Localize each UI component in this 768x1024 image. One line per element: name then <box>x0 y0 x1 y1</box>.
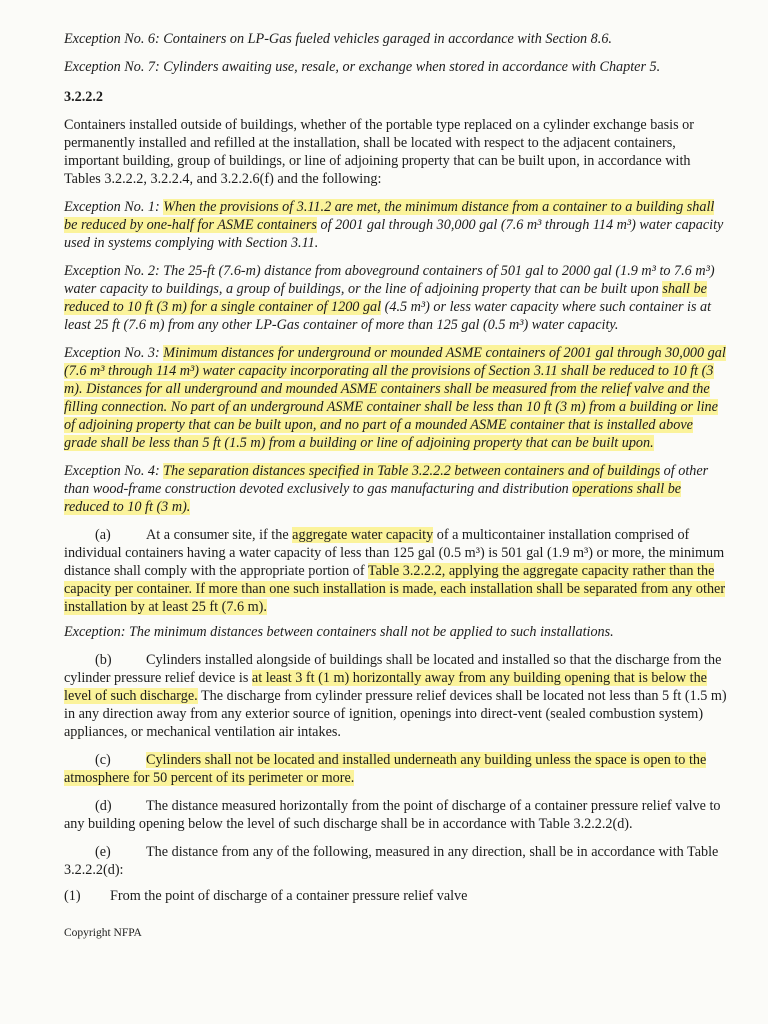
section-intro: Containers installed outside of buildings, whether of the portable type replaced on a cylinder exchange basis or permanently installed and refilled at the installation, shall be located with respect to the adjacent containers, important building, group of buildings, or line of adjoining property that can be built upon, in accordance with Tables 3.2.2.2, 3.2.2.4, and 3.2.2.6(f) and the following: <box>64 117 694 187</box>
exception-label: Exception No. 1: <box>64 199 160 215</box>
paragraph-label: (a) <box>95 527 111 543</box>
paragraph-text: of a multicontainer installation comprised of individual containers having a water capacity of less than 125 gal (0.5 m³) is 501 gal (1.9 m³) or more, the minimum distance shall comply with the appropriate portion of <box>64 527 725 579</box>
highlighted-text: When the provisions of 3.11.2 are met, the minimum distance from a container to a building shall be reduced by one-half for ASME containers <box>64 199 715 233</box>
exception-label: Exception No. 3: <box>64 345 160 361</box>
exception-text: of other than wood-frame construction devoted exclusively to gas manufacturing and distribution <box>64 463 709 497</box>
highlighted-text: shall be reduced to 10 ft (3 m) for a single container of 1200 gal <box>64 281 707 315</box>
exception-text: (4.5 m³) or less water capacity where such container is at least 25 ft (7.6 m) from any other LP-Gas container of more than 125 gal (0.5 m³) water capacity. <box>64 299 712 333</box>
list-item-label: (1) <box>64 888 81 904</box>
exception-text: of 2001 gal through 30,000 gal (7.6 m³ through 114 m³) water capacity used in systems complying with Section 3.11. <box>64 217 724 251</box>
paragraph-b <box>64 651 728 741</box>
exception-text: The 25-ft (7.6-m) distance from aboveground containers of 501 gal to 2000 gal (1.9 m³ to 7.6 m³) water capacity to buildings, a group of buildings, or the line of adjoining property that can be built upon <box>64 263 715 297</box>
section-heading: 3.2.2.2 <box>64 89 104 105</box>
list-item-1 <box>64 887 728 905</box>
highlighted-text: Cylinders shall not be located and installed underneath any building unless the space is open to the atmosphere for 50 percent of its perimeter or more. <box>64 752 707 786</box>
exception-label: Exception No. 2: <box>64 263 160 279</box>
paragraph-text: The distance measured horizontally from the point of discharge of a container pressure relief valve to any building opening below the level of such discharge shall be in accordance with Table 3.2.2.2(d). <box>64 798 721 832</box>
paragraph-label: (d) <box>95 798 112 814</box>
highlighted-text: The separation distances specified in Table 3.2.2.2 between containers and of buildings <box>163 463 661 479</box>
exception-text: The minimum distances between containers shall not be applied to such installations. <box>129 624 614 640</box>
exception-label: Exception No. 6: <box>64 31 160 47</box>
paragraph-c <box>64 751 728 787</box>
paragraph-text: The distance from any of the following, measured in any direction, shall be in accordance with Table 3.2.2.2(d): <box>64 844 719 878</box>
paragraph-e <box>64 843 728 879</box>
exception-text: Cylinders awaiting use, resale, or exchange when stored in accordance with Chapter 5. <box>163 59 661 75</box>
paragraph-label: (e) <box>95 844 111 860</box>
highlighted-text: operations shall be reduced to 10 ft (3 m). <box>64 481 682 515</box>
exception-2 <box>64 262 728 334</box>
copyright-footer: Copyright NFPA <box>64 927 142 939</box>
paragraph-text: At a consumer site, if the <box>146 527 293 543</box>
highlighted-text: Minimum distances for underground or mounded ASME containers of 2001 gal through 30,000 gal (7.6 m³ through 114 m³) water capacity incorporating all the provisions of Section 3.11 shall be reduced to 10 ft (3 m). Distances for all underground and mounded ASME containers shall be measured from the relief valve and the filling connection. No part of an underground ASME container shall be less than 10 ft (3 m) from a building or line of adjoining property that can be built upon, and no part of a mounded ASME container that is installed above grade shall be less than 5 ft (1.5 m) from a building or line of adjoining property that can be built upon. <box>64 345 726 451</box>
highlighted-text: Table 3.2.2.2, applying the aggregate capacity rather than the capacity per container. If more than one such installation is made, each installation shall be separated from any other installation by at least 25 ft (7.6 m). <box>64 563 726 615</box>
exception-6 <box>64 30 728 48</box>
exception-7 <box>64 58 728 76</box>
highlighted-text: at least 3 ft (1 m) horizontally away from any building opening that is below the level of such discharge. <box>64 670 707 704</box>
highlighted-text: aggregate water capacity <box>292 527 434 543</box>
exception-plain <box>64 623 728 641</box>
paragraph-label: (c) <box>95 752 111 768</box>
paragraph-d <box>64 797 728 833</box>
exception-text: Containers on LP-Gas fueled vehicles garaged in accordance with Section 8.6. <box>163 31 612 47</box>
paragraph-text: Cylinders installed alongside of buildings shall be located and installed so that the discharge from the cylinder pressure relief device is <box>64 652 722 686</box>
exception-4 <box>64 462 728 516</box>
paragraph-label: (b) <box>95 652 112 668</box>
paragraph-text: The discharge from cylinder pressure relief devices shall be located not less than 5 ft (1.5 m) in any direction away from any exterior source of ignition, openings into direct-vent (sealed combustion system) appliances, or mechanical ventilation air intakes. <box>64 688 727 740</box>
exception-3 <box>64 344 728 452</box>
exception-label: Exception No. 4: <box>64 463 160 479</box>
exception-label: Exception No. 7: <box>64 59 160 75</box>
exception-1 <box>64 198 728 252</box>
exception-label: Exception: <box>64 624 126 640</box>
paragraph-a <box>64 526 728 616</box>
list-item-text: From the point of discharge of a container pressure relief valve <box>110 888 468 904</box>
